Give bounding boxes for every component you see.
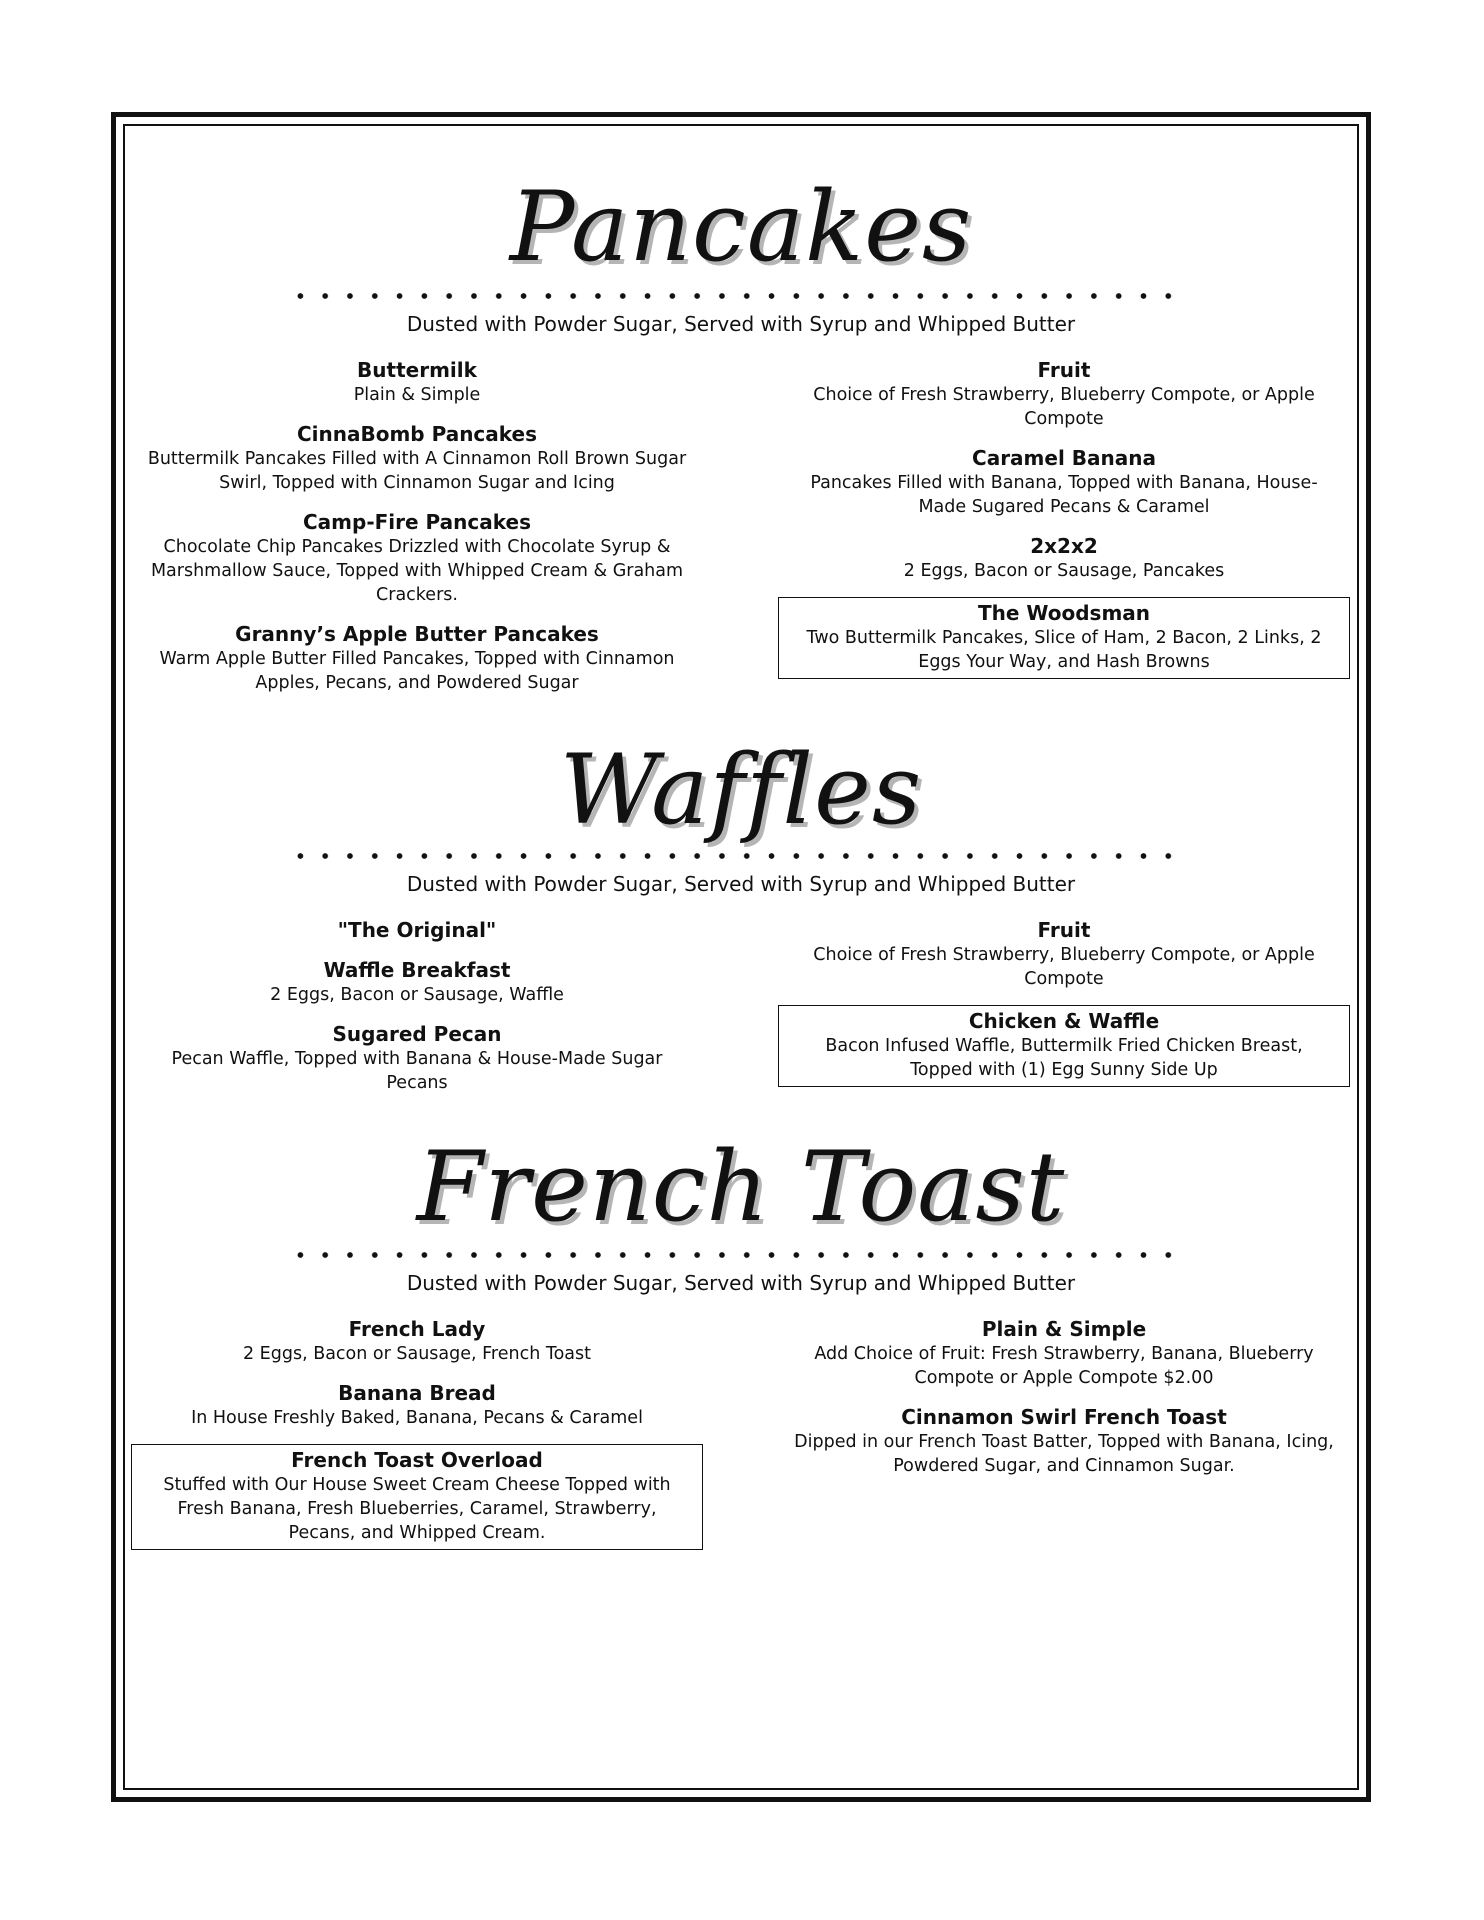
dotted-divider <box>288 293 1184 299</box>
menu-item-description: Add Choice of Fruit: Fresh Strawberry, Banana, Blueberry Compote or Apple Compote $2.00 <box>814 1344 1314 1388</box>
menu-item-name: CinnaBomb Pancakes <box>296 422 538 446</box>
pancakes-left-column <box>131 357 703 709</box>
menu-item <box>131 917 703 943</box>
section-title-french-toast: French Toast <box>416 1131 1066 1243</box>
menu-item <box>778 533 1350 583</box>
menu-item-description: Pecan Waffle, Topped with Banana & House-Made Sugar Pecans <box>171 1049 663 1093</box>
menu-item-description: Plain & Simple <box>353 385 481 405</box>
menu-item-description: Choice of Fresh Strawberry, Blueberry Compote, or Apple Compote <box>813 385 1315 429</box>
menu-item-description: Chocolate Chip Pancakes Drizzled with Chocolate Syrup & Marshmallow Sauce, Topped with Whipped Cream & Graham Crackers. <box>150 537 684 605</box>
french-toast-left-column <box>131 1316 703 1564</box>
menu-item-description: Stuffed with Our House Sweet Cream Cheese Topped with Fresh Banana, Fresh Blueberries, Caramel, Strawberry, Pecans, and Whipped Cream. <box>163 1475 671 1543</box>
menu-item-description: In House Freshly Baked, Banana, Pecans & Caramel <box>191 1408 643 1428</box>
dotted-divider <box>288 853 1184 859</box>
menu-item-name: Camp-Fire Pancakes <box>303 510 531 534</box>
menu-item-name: "The Original" <box>337 918 497 942</box>
menu-item <box>778 445 1350 519</box>
menu-item-description: 2 Eggs, Bacon or Sausage, Waffle <box>270 985 564 1005</box>
menu-item-name: 2x2x2 <box>1030 534 1098 558</box>
menu-item-name: Buttermilk <box>357 358 477 382</box>
featured-menu-item <box>778 597 1350 679</box>
menu-item-description: Pancakes Filled with Banana, Topped with Banana, House-Made Sugared Pecans & Caramel <box>810 473 1318 517</box>
menu-item-name: Fruit <box>1037 918 1091 942</box>
menu-item-name: Banana Bread <box>338 1381 496 1405</box>
menu-item-name: Waffle Breakfast <box>323 958 511 982</box>
menu-item-name: French Toast Overload <box>291 1448 543 1472</box>
menu-item-name: Granny’s Apple Butter Pancakes <box>235 622 599 646</box>
menu-item-description: Dipped in our French Toast Batter, Topped with Banana, Icing, Powdered Sugar, and Cinnamon Sugar. <box>794 1432 1334 1476</box>
section-title-waffles: Waffles <box>559 734 923 846</box>
menu-item <box>131 1316 703 1366</box>
section-subtitle: Dusted with Powder Sugar, Served with Syrup and Whipped Butter <box>406 1271 1076 1295</box>
menu-item-name: Plain & Simple <box>981 1317 1147 1341</box>
menu-item <box>131 357 703 407</box>
menu-item-description: 2 Eggs, Bacon or Sausage, Pancakes <box>903 561 1225 581</box>
dotted-divider <box>288 1252 1184 1258</box>
menu-item <box>131 1021 703 1095</box>
menu-item <box>778 1404 1350 1478</box>
menu-item <box>131 621 703 695</box>
waffles-right-column <box>778 917 1350 1101</box>
menu-item-description: Buttermilk Pancakes Filled with A Cinnamon Roll Brown Sugar Swirl, Topped with Cinnamon Sugar and Icing <box>147 449 687 493</box>
french-toast-right-column <box>778 1316 1350 1492</box>
menu-item <box>778 357 1350 431</box>
section-title-pancakes: Pancakes <box>509 171 973 283</box>
menu-item <box>131 509 703 607</box>
pancakes-right-column <box>778 357 1350 693</box>
menu-item-description: Bacon Infused Waffle, Buttermilk Fried Chicken Breast, Topped with (1) Egg Sunny Side Up <box>825 1036 1303 1080</box>
menu-item-description: Warm Apple Butter Filled Pancakes, Topped with Cinnamon Apples, Pecans, and Powdered Sugar <box>159 649 675 693</box>
menu-item-description: 2 Eggs, Bacon or Sausage, French Toast <box>242 1344 592 1364</box>
menu-item <box>131 957 703 1007</box>
menu-item <box>131 421 703 495</box>
menu-item-name: Fruit <box>1037 358 1091 382</box>
waffles-left-column <box>131 917 703 1109</box>
menu-item <box>778 1316 1350 1390</box>
menu-item <box>778 917 1350 991</box>
menu-item-name: Sugared Pecan <box>332 1022 502 1046</box>
featured-menu-item <box>131 1444 703 1550</box>
menu-item-name: Cinnamon Swirl French Toast <box>901 1405 1227 1429</box>
section-subtitle: Dusted with Powder Sugar, Served with Syrup and Whipped Butter <box>406 312 1076 336</box>
menu-item-description: Choice of Fresh Strawberry, Blueberry Compote, or Apple Compote <box>813 945 1315 989</box>
menu-item <box>131 1380 703 1430</box>
menu-item-name: Caramel Banana <box>972 446 1156 470</box>
menu-item-name: Chicken & Waffle <box>968 1009 1160 1033</box>
menu-item-name: The Woodsman <box>977 601 1151 625</box>
menu-item-description: Two Buttermilk Pancakes, Slice of Ham, 2 Bacon, 2 Links, 2 Eggs Your Way, and Hash Browns <box>806 628 1322 672</box>
featured-menu-item <box>778 1005 1350 1087</box>
menu-item-name: French Lady <box>348 1317 486 1341</box>
section-subtitle: Dusted with Powder Sugar, Served with Syrup and Whipped Butter <box>406 872 1076 896</box>
